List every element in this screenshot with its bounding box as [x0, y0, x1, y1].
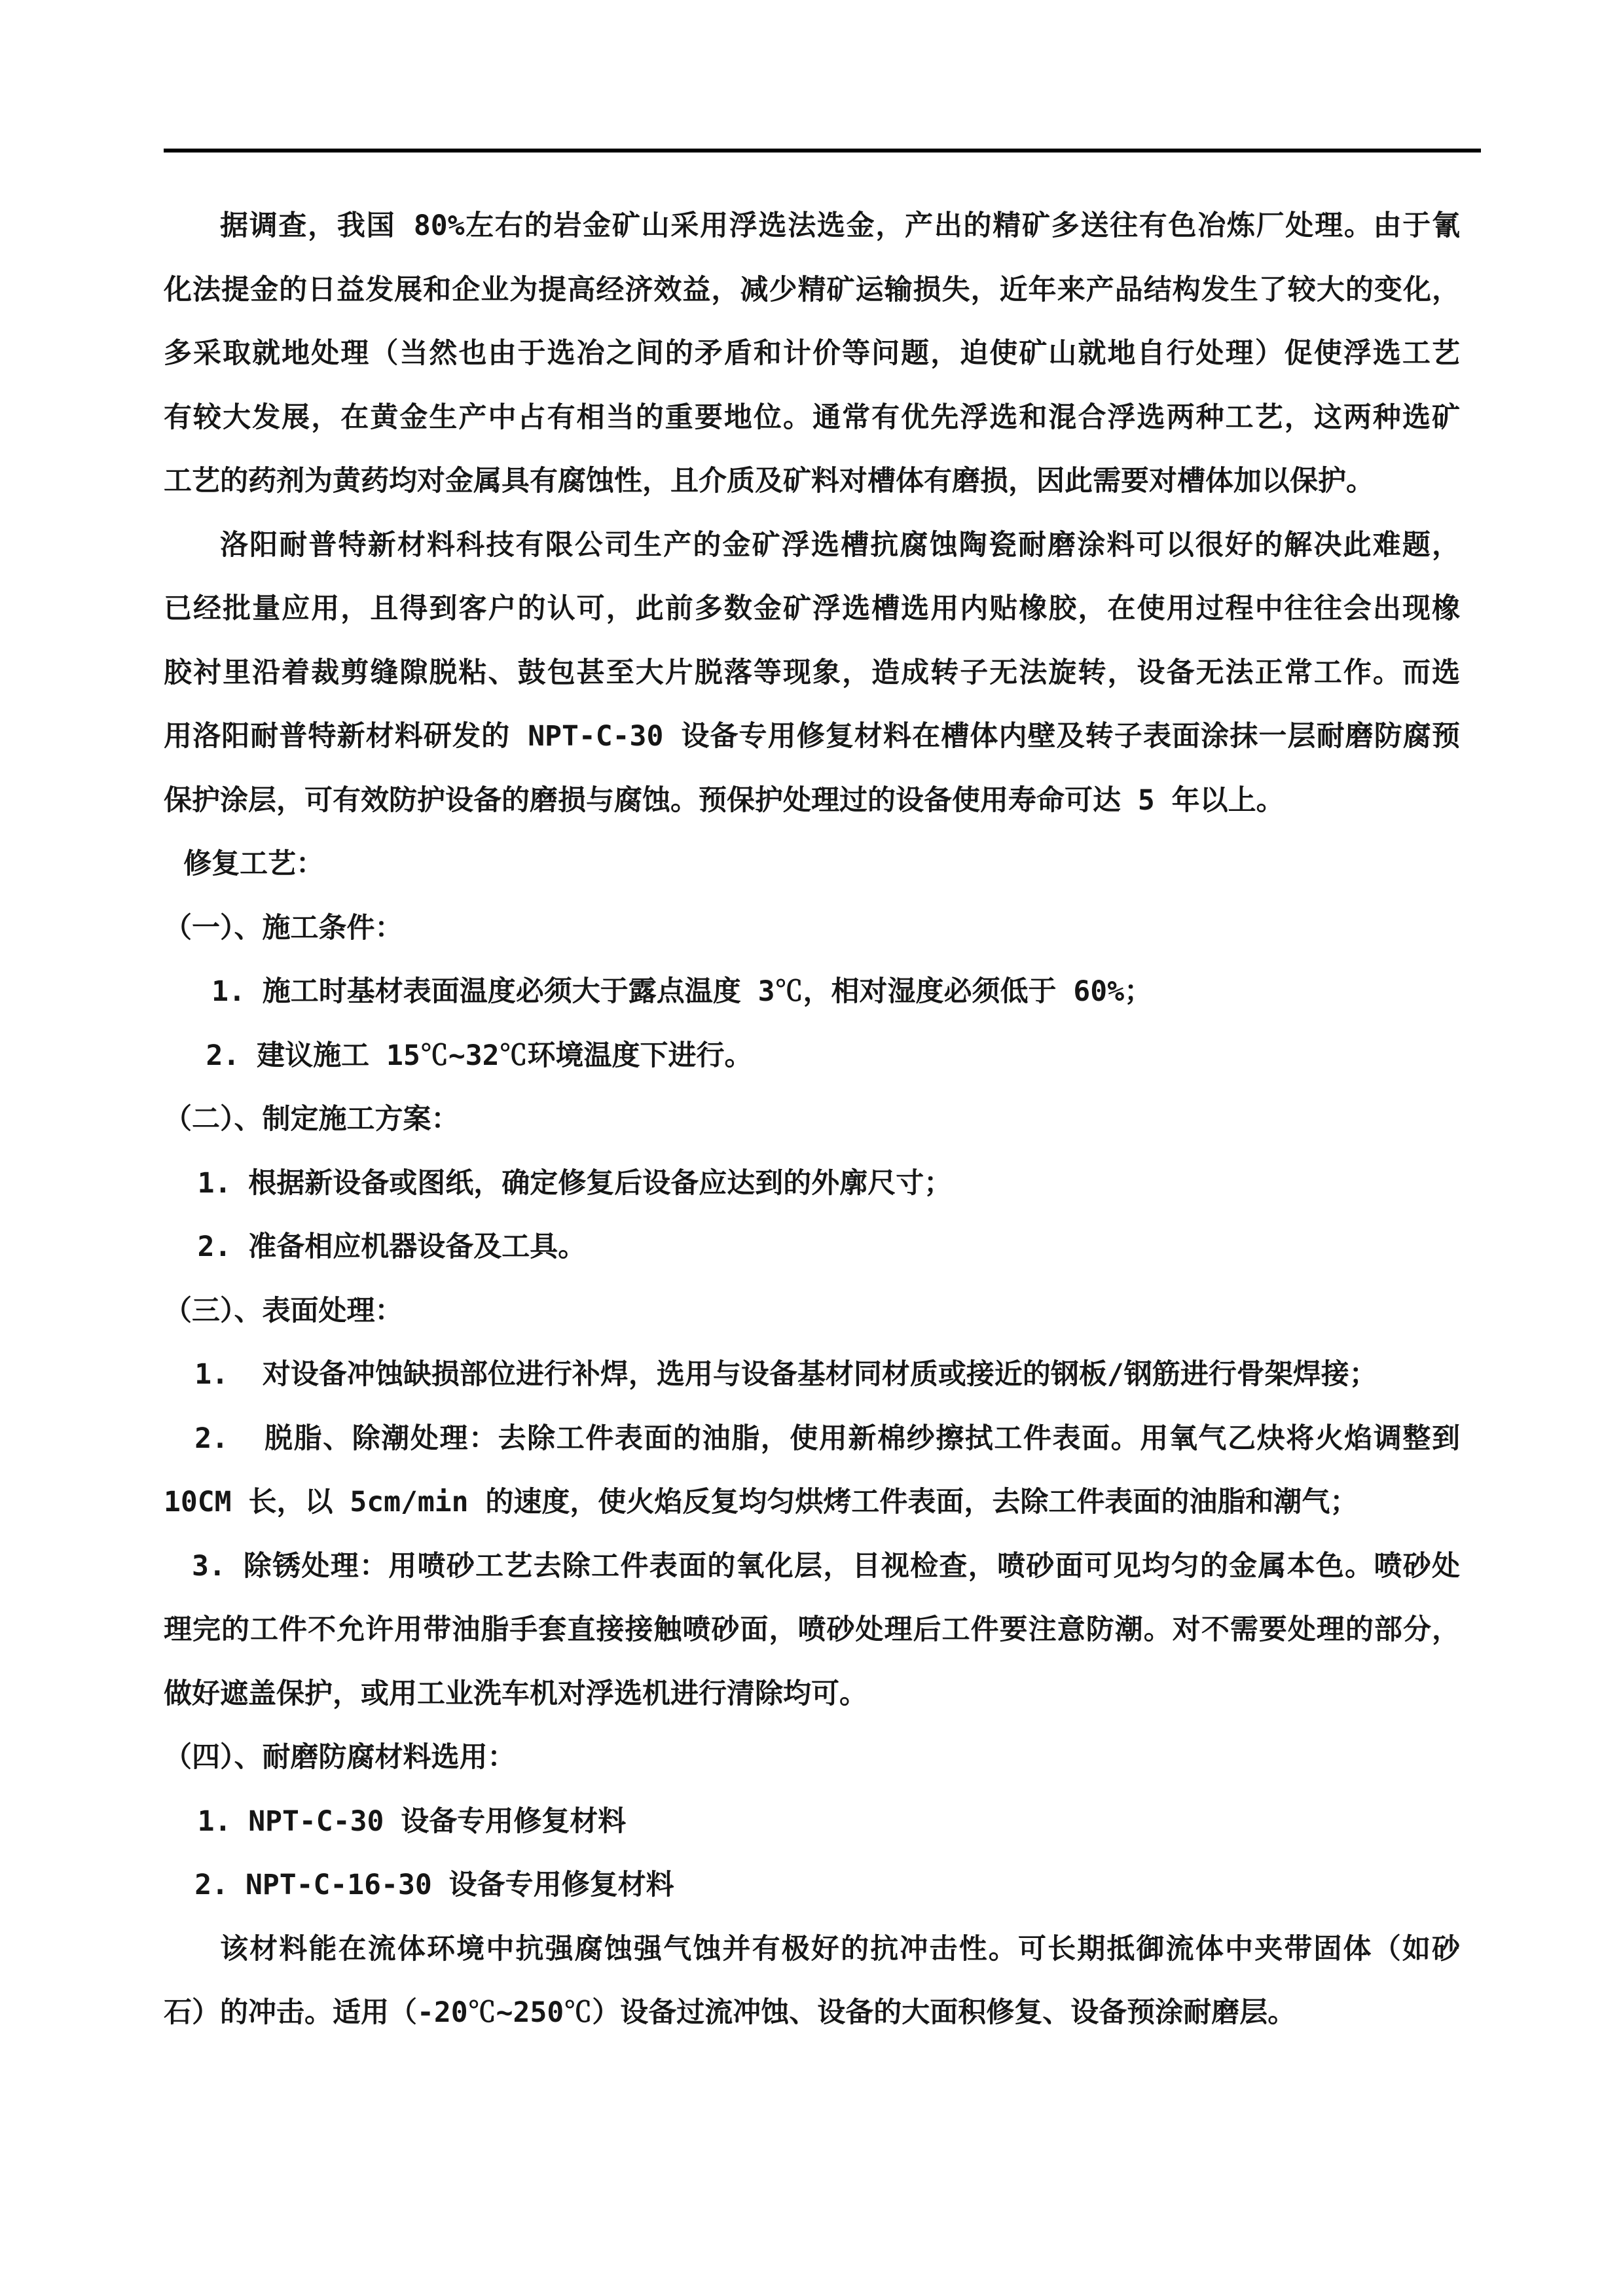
text-line: 石）的冲击。适用（-20℃~250℃）设备过流冲蚀、设备的大面积修复、设备预涂耐磨层。 — [164, 1996, 1296, 2029]
text-line: 保护涂层，可有效防护设备的磨损与腐蚀。预保护处理过的设备使用寿命可达 5 年以上。 — [164, 783, 1285, 817]
text-line: 用洛阳耐普特新材料研发的 NPT-C-30 设备专用修复材料在槽体内壁及转子表面涂抹一层耐磨防腐预 — [164, 720, 1460, 753]
text-line: 有较大发展，在黄金生产中占有相当的重要地位。通常有优先浮选和混合浮选两种工艺，这两种选矿 — [164, 401, 1460, 434]
text-line: 1. 对设备冲蚀缺损部位进行补焊，选用与设备基材同材质或接近的钢板/钢筋进行骨架焊接； — [194, 1358, 1377, 1391]
text-line: 胶衬里沿着裁剪缝隙脱粘、鼓包甚至大片脱落等现象，造成转子无法旋转，设备无法正常工作。而选 — [164, 656, 1460, 689]
text-line: （四）、耐磨防腐材料选用： — [164, 1741, 516, 1774]
text-line: （三）、表面处理： — [164, 1294, 403, 1327]
text-line: （一）、施工条件： — [164, 911, 403, 944]
document-body — [164, 194, 1460, 2045]
text-line: （二）、制定施工方案： — [164, 1103, 460, 1136]
text-line: 10CM 长，以 5cm/min 的速度，使火焰反复均匀烘烤工件表面，去除工件表面的油脂和潮气； — [164, 1486, 1359, 1518]
text-line: 1. 根据新设备或图纸，确定修复后设备应达到的外廓尺寸； — [197, 1166, 953, 1200]
text-line: 2. 建议施工 15℃~32℃环境温度下进行。 — [206, 1039, 753, 1072]
header-rule — [164, 149, 1481, 152]
text-line: 理完的工件不允许用带油脂手套直接接触喷砂面，喷砂处理后工件要注意防潮。对不需要处理的部分， — [164, 1613, 1460, 1646]
text-line: 1. NPT-C-30 设备专用修复材料 — [197, 1804, 627, 1838]
text-line: 工艺的药剂为黄药均对金属具有腐蚀性，且介质及矿料对槽体有磨损，因此需要对槽体加以保护。 — [164, 465, 1374, 497]
text-line: 据调查，我国 80%左右的岩金矿山采用浮选法选金，产出的精矿多送往有色冶炼厂处理。由于氰 — [220, 209, 1460, 242]
text-line: 2. 脱脂、除潮处理：去除工件表面的油脂，使用新棉纱擦拭工件表面。用氧气乙炔将火焰调整到 — [194, 1422, 1460, 1455]
text-line: 多采取就地处理（当然也由于选冶之间的矛盾和计价等问题，迫使矿山就地自行处理）促使浮选工艺 — [164, 337, 1460, 370]
text-line: 1. 施工时基材表面温度必须大于露点温度 3℃，相对湿度必须低于 60%； — [211, 975, 1153, 1008]
text-line: 洛阳耐普特新材料科技有限公司生产的金矿浮选槽抗腐蚀陶瓷耐磨涂料可以很好的解决此难题， — [220, 528, 1460, 562]
text-line: 化法提金的日益发展和企业为提高经济效益，减少精矿运输损失，近年来产品结构发生了较大的变化， — [164, 273, 1460, 306]
text-line: 2. 准备相应机器设备及工具。 — [197, 1230, 587, 1263]
text-line: 做好遮盖保护，或用工业洗车机对浮选机进行清除均可。 — [164, 1677, 867, 1710]
text-line: 2. NPT-C-16-30 设备专用修复材料 — [194, 1869, 674, 1901]
text-line: 修复工艺： — [183, 848, 325, 880]
text-line: 该材料能在流体环境中抗强腐蚀强气蚀并有极好的抗冲击性。可长期抵御流体中夹带固体（如砂 — [220, 1932, 1460, 1965]
text-line: 已经批量应用，且得到客户的认可，此前多数金矿浮选槽选用内贴橡胶，在使用过程中往往会出现橡 — [164, 592, 1460, 625]
text-line: 3. 除锈处理：用喷砂工艺去除工件表面的氧化层，目视检查，喷砂面可见均匀的金属本色。喷砂处 — [192, 1549, 1460, 1583]
